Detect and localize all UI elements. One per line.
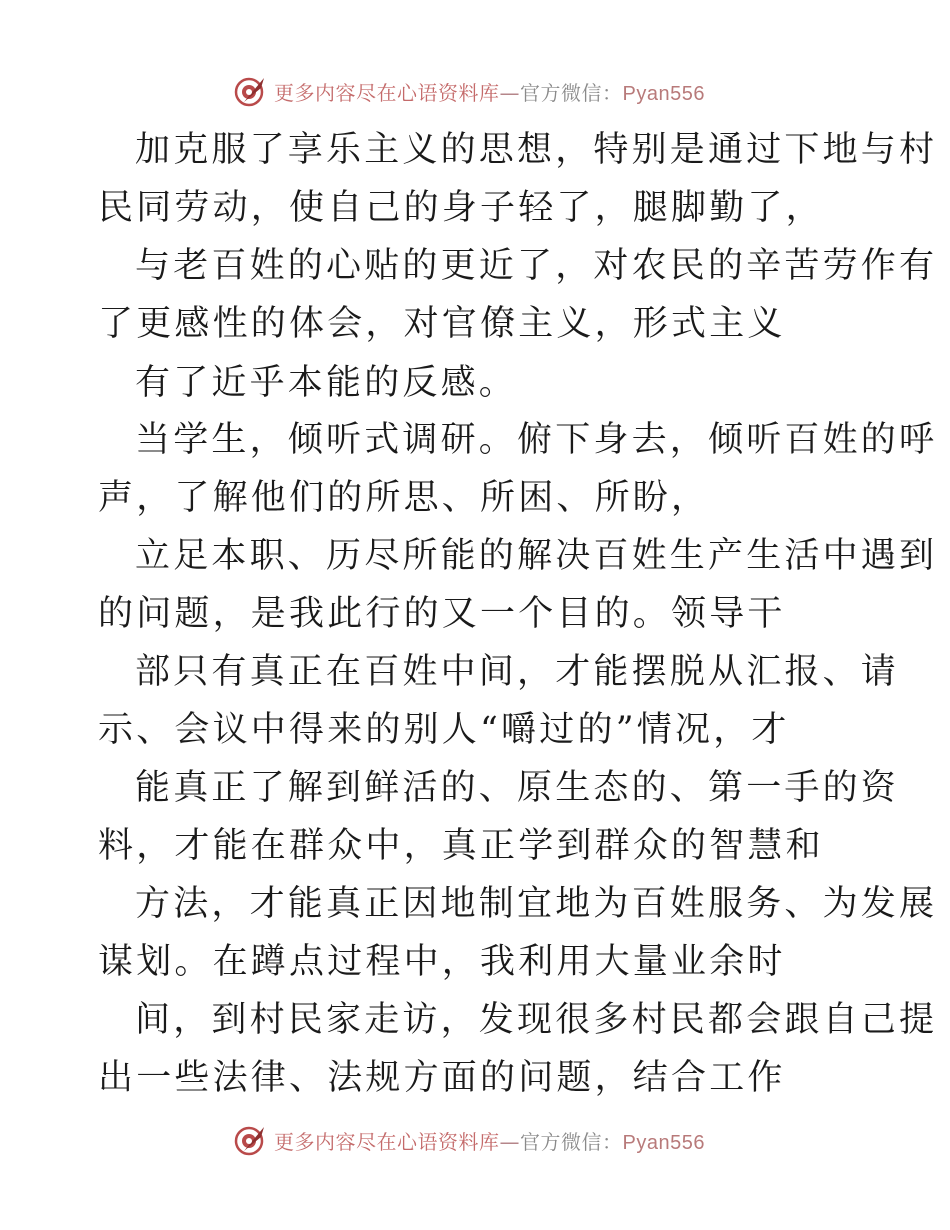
quill-logo-icon — [234, 74, 268, 108]
text-line: 民同劳动，使自己的身子轻了，腿脚勤了， — [98, 188, 824, 228]
text-line: 示、会议中得来的别人“嚼过的”情况，才 — [98, 710, 790, 750]
text-line: 与老百姓的心贴的更近了，对农民的辛苦劳作有 — [135, 246, 938, 286]
banner-separator: — — [499, 1129, 520, 1154]
banner-brand: 更多内容尽在心语资料库 — [274, 1129, 500, 1154]
text-line: 谋划。在蹲点过程中，我利用大量业余时 — [98, 942, 786, 982]
text-line: 料，才能在群众中，真正学到群众的智慧和 — [98, 826, 824, 866]
text-line: 方法，才能真正因地制宜地为百姓服务、为发展 — [135, 884, 938, 924]
banner-wechat-label: 官方微信： — [520, 80, 623, 105]
text-line: 声，了解他们的所思、所困、所盼， — [98, 478, 710, 518]
header-banner — [234, 73, 705, 109]
text-line: 了更感性的体会，对官僚主义，形式主义 — [98, 304, 786, 344]
banner-wechat-id: Pyan556 — [622, 82, 705, 105]
banner-line — [274, 77, 705, 106]
text-line: 有了近乎本能的反感。 — [135, 363, 518, 403]
text-line: 能真正了解到鲜活的、原生态的、第一手的资 — [135, 768, 900, 808]
banner-line — [274, 1126, 705, 1155]
text-line: 出一些法律、法规方面的问题，结合工作 — [98, 1058, 786, 1098]
text-line: 立足本职、历尽所能的解决百姓生产生活中遇到 — [135, 536, 938, 576]
banner-brand: 更多内容尽在心语资料库 — [274, 80, 500, 105]
text-line: 的问题，是我此行的又一个目的。领导干 — [98, 594, 786, 634]
banner-separator: — — [499, 80, 520, 105]
text-line: 加克服了享乐主义的思想，特别是通过下地与村 — [135, 130, 938, 170]
footer-banner — [234, 1122, 705, 1158]
text-line: 当学生，倾听式调研。俯下身去，倾听百姓的呼 — [135, 420, 938, 460]
banner-wechat-id: Pyan556 — [622, 1131, 705, 1154]
text-line: 部只有真正在百姓中间，才能摆脱从汇报、请 — [135, 652, 900, 692]
text-line: 间，到村民家走访，发现很多村民都会跟自己提 — [135, 1000, 938, 1040]
quill-logo-icon — [234, 1123, 268, 1157]
banner-wechat-label: 官方微信： — [520, 1129, 623, 1154]
